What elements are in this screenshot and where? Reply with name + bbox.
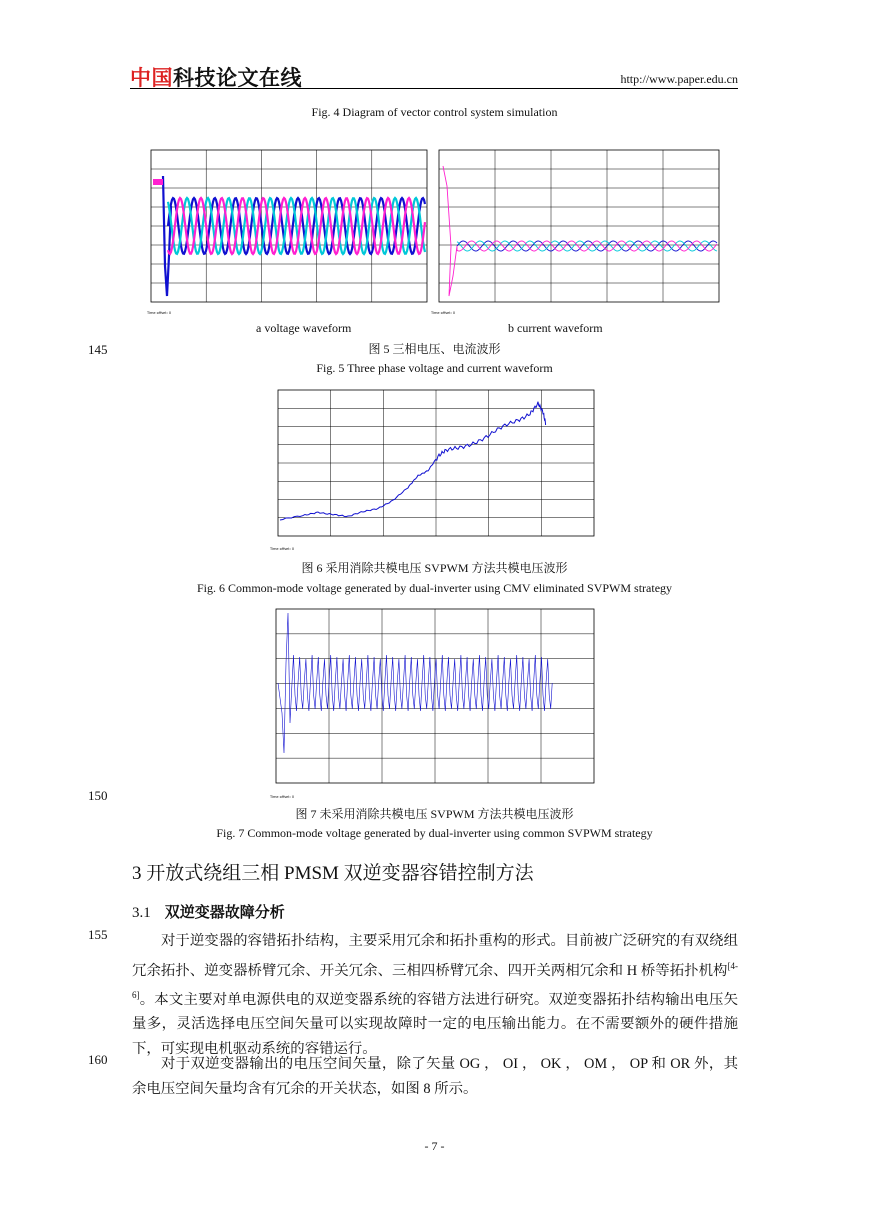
fig7-caption-cn: 图 7 未采用消除共模电压 SVPWM 方法共模电压波形 xyxy=(295,807,574,821)
line-number: 160 xyxy=(88,1052,108,1067)
header-url: http://www.paper.edu.cn xyxy=(620,72,738,86)
line-number: 150 xyxy=(88,788,108,803)
fig7-offset-label: Time offset: 0 xyxy=(270,795,295,799)
fig4-caption: Fig. 4 Diagram of vector control system simulation xyxy=(311,105,558,119)
fig7-cmv-scope xyxy=(268,603,598,801)
body-paragraph-1: 对于逆变器的容错拓扑结构，主要采用冗余和拓扑重构的形式。目前被广泛研究的有双绕组冗余拓扑、逆变器桥臂冗余、开关冗余、三相四桥臂冗余、四开关两相冗余和 H 桥等拓扑机构[4-6]。本文主要对单电源供电的双逆变器系统的容错方法进行研究。双逆变器拓扑结构输出电压矢量多，灵活选择电压空间矢量可以实现故障时一定的电压输出能力。在不需要额外的硬件措施下，可实现电机驱动系统的容错运行。 xyxy=(132,933,738,1057)
fig5b-subcaption: b current waveform xyxy=(508,321,603,335)
body-paragraph-2: 对于双逆变器输出的电压空间矢量，除了矢量 OG ， OI ， OK ， OM ， OP 和 OR 外，其余电压空间矢量均含有冗余的开关状态，如图 8 所示。 xyxy=(132,1056,738,1097)
fig6-cmv-scope xyxy=(268,380,598,552)
line-number: 155 xyxy=(88,927,108,942)
line-number: 145 xyxy=(88,342,108,357)
fig7-caption-en: Fig. 7 Common-mode voltage generated by dual-inverter using common SVPWM strategy xyxy=(216,826,653,840)
fig5-caption-en: Fig. 5 Three phase voltage and current waveform xyxy=(316,361,553,375)
fig5b-offset-label: Time offset: 0 xyxy=(431,311,456,315)
header-rule xyxy=(130,88,738,89)
fig5b-current-scope xyxy=(427,146,721,318)
fig6-caption-en: Fig. 6 Common-mode voltage generated by dual-inverter using CMV eliminated SVPWM strategy xyxy=(196,581,673,595)
fig6-caption-cn: 图 6 采用消除共模电压 SVPWM 方法共模电压波形 xyxy=(301,561,568,575)
fig5a-offset-label: Time offset: 0 xyxy=(147,311,172,315)
page-number: - 7 - xyxy=(424,1139,445,1153)
section-heading: 3 开放式绕组三相 PMSM 双逆变器容错控制方法 xyxy=(132,863,534,884)
journal-logo: 中国科技论文在线 xyxy=(130,66,302,90)
fig5a-voltage-scope xyxy=(143,146,429,318)
fig5a-subcaption: a voltage waveform xyxy=(256,321,352,335)
subsection-heading: 3.1 双逆变器故障分析 xyxy=(132,905,285,921)
fig6-offset-label: Time offset: 0 xyxy=(270,547,295,551)
fig5-caption-cn: 图 5 三相电压、电流波形 xyxy=(368,342,501,356)
